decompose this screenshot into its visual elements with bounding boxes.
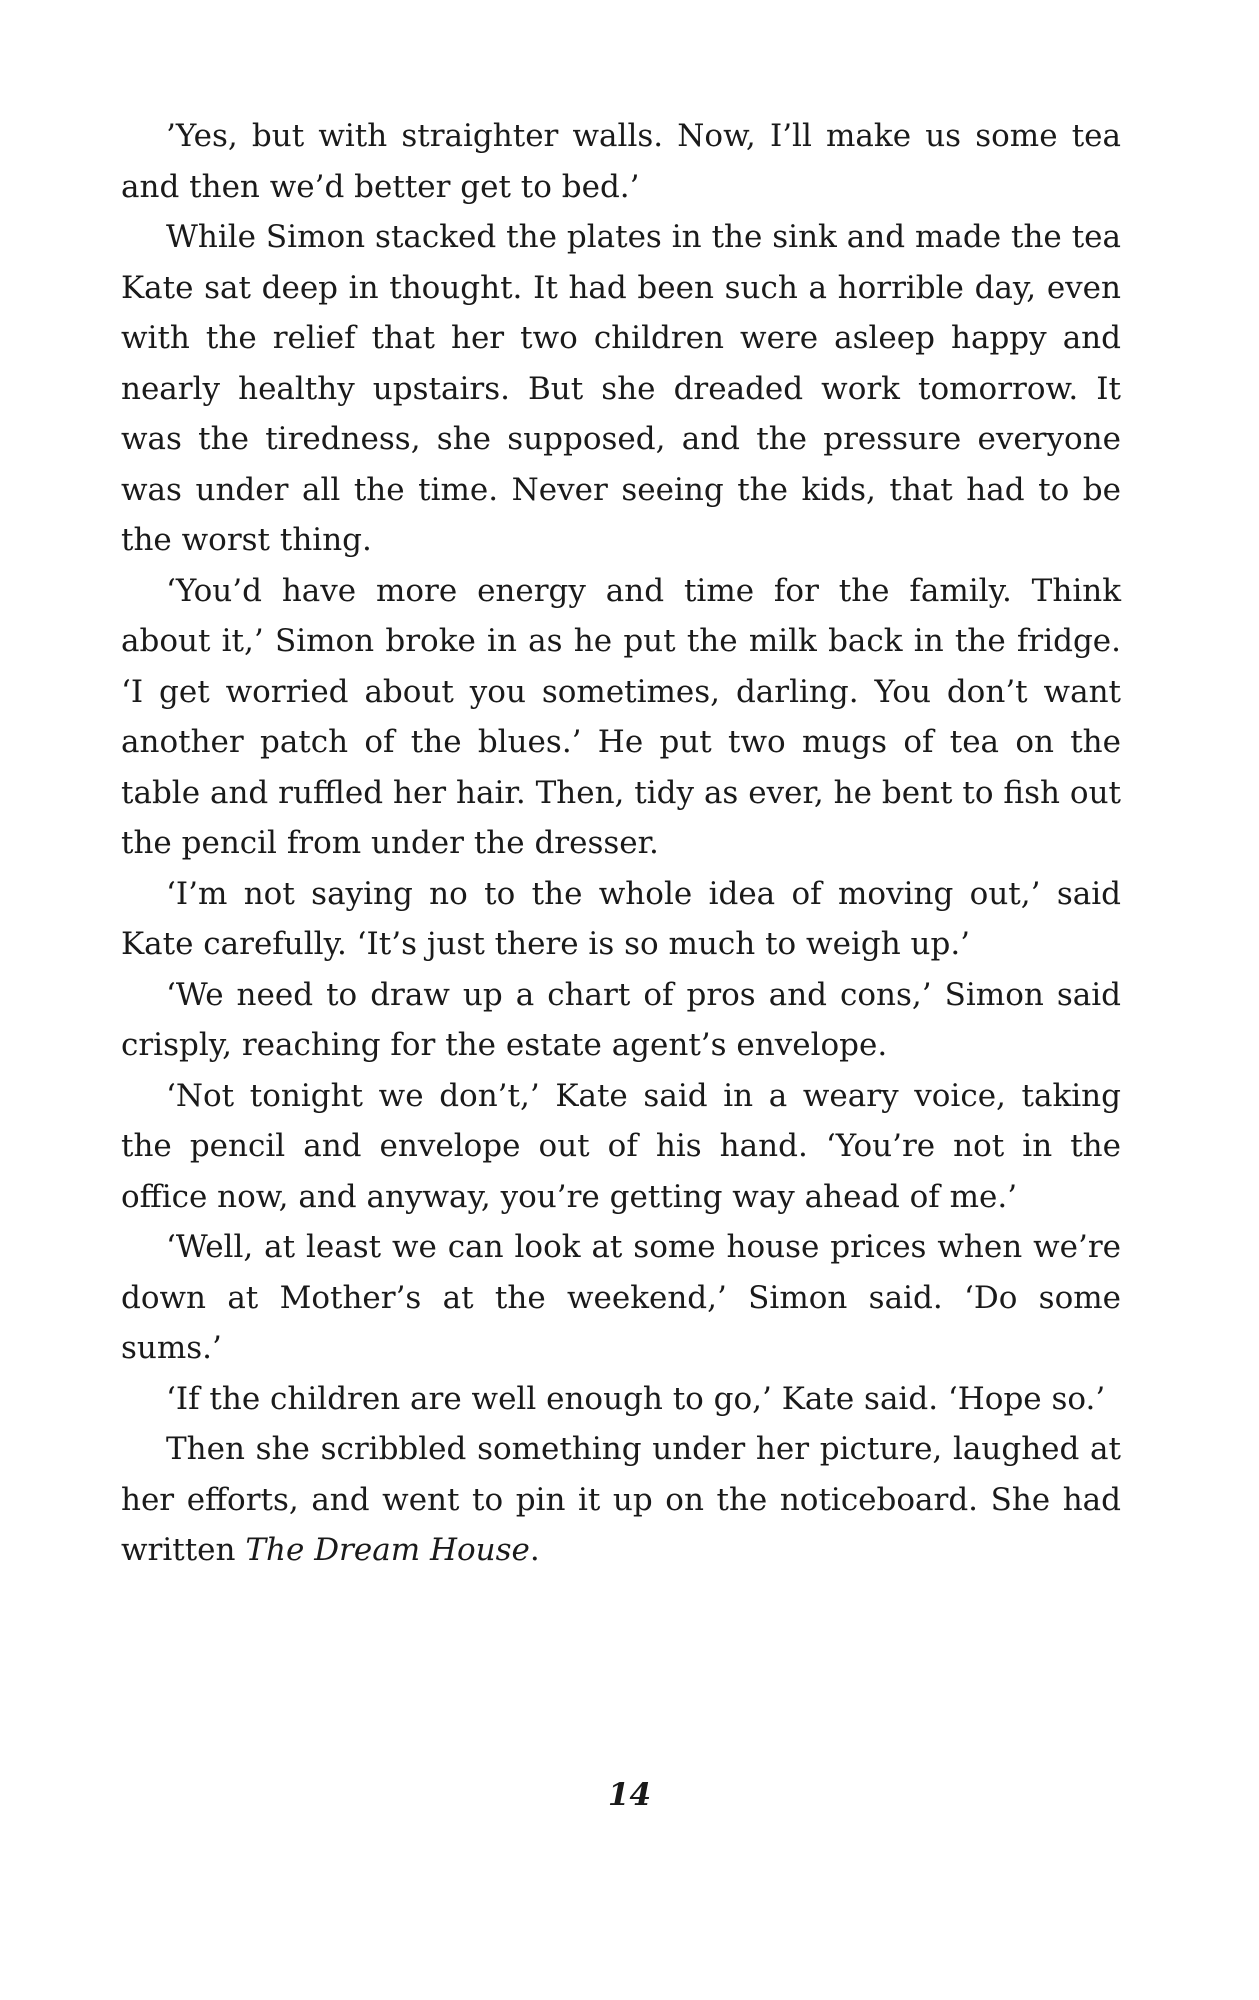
paragraph-8: ‘If the children are well enough to go,’ Kate said. ‘Hope so.’ [166,1380,1106,1417]
paragraph-6: ‘Not tonight we don’t,’ Kate said in a weary voice, taking the pencil and envelope out of his hand. ‘You’re not in the office now, and anyway, you’re getting way ahead of me.’ [121,1077,1121,1215]
page-number: 14 [607,1777,652,1813]
body-text [121,111,1121,1576]
paragraph-4: ‘I’m not saying no to the whole idea of moving out,’ said Kate carefully. ‘It’s just there is so much to weigh up.’ [121,875,1121,962]
dream-house-title: The Dream House [245,1532,530,1568]
paragraph-7: ‘Well, at least we can look at some house prices when we’re down at Mother’s at the weekend,’ Simon said. ‘Do some sums.’ [121,1229,1121,1366]
paragraph-9-end: . [529,1532,540,1568]
paragraph-9 [121,1424,1121,1576]
paragraph-2: While Simon stacked the plates in the sink and made the tea Kate sat deep in thought. It had been such a horrible day, even with the relief that her two children were asleep happy and nearly healthy upstairs. But she dreaded work tomorrow. It was the tiredness, she supposed, and the pressure everyone was under all the time. Never seeing the kids, that had to be the worst thing. [121,219,1121,558]
paragraph-3: ‘You’d have more energy and time for the family. Think about it,’ Simon broke in as he put the milk back in the fridge. ‘I get worried about you sometimes, darling. You don’t want another patch of the blues.’ He put two mugs of tea on the table and ruffled her hair. Then, tidy as ever, he bent to fish out the pencil from under the dresser. [121,572,1121,861]
paragraph-1: ’Yes, but with straighter walls. Now, I’ll make us some tea and then we’d better get to bed.’ [121,118,1121,205]
paragraph-9-text: Then she scribbled something under her picture, laughed at her efforts, and went to pin it up on the noticeboard. She had written [121,1431,1121,1568]
paragraph-5: ‘We need to draw up a chart of pros and cons,’ Simon said crisply, reaching for the estate agent’s envelope. [121,976,1121,1063]
